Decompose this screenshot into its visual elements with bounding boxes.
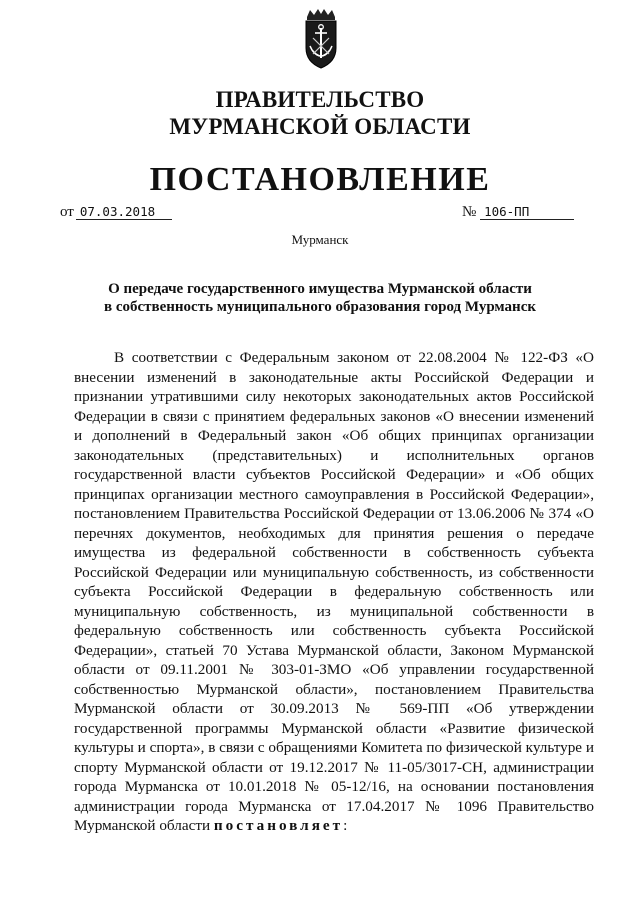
subject-line1: О передаче государственного имущества Мурманской области — [108, 281, 532, 297]
body-text: В соответствии с Федеральным законом от 22.08.2004 № 122-ФЗ «О внесении изменений в законодательные акты Российской Федерации и признании утратившими силу некоторых законодательных актов Российской Федерации в связи с принятием федеральных законов «О внесении изменений и дополнений в Федеральный закон «Об общих принципах организации законодательных (представительных) и исполнительных органов государственной власти субъектов Российской Федерации» и «Об общих принципах организации местного самоуправления в Российской Федерации», постановлением Правительства Российской Федерации от 13.06.2006 № 374 «О перечнях документов, необходимых для принятия решения о передаче имущества из федеральной собственности в собственность субъекта Российской Федерации или муниципальную собственность, из собственности субъекта Российской Федерации в федеральную собственность или муниципальную собственность, из муниципальной собственности в федеральную собственность или собственность субъекта Российской Федерации», статьей 70 Устава Мурманской области, Законом Мурманской области от 09.11.2001 № 303-01-ЗМО «Об управлении государственной собственностью Мурманской области», постановлением Правительства Мурманской области от 30.09.2013 № 569-ПП «Об утверждении государственной программы Мурманской области «Развитие физической культуры и спорта», в связи с обращениями Комитета по физической культуре и спорту Мурманской области от 19.12.2017 № 11-05/3017-СН, администрации города Мурманска от 10.01.2018 № 05-12/16, на основании постановления администрации города Мурманска от 17.04.2017 № 1096 Правительство Мурманской области — [74, 349, 594, 834]
number-value: 106-ПП — [480, 204, 574, 220]
resolves-colon: : — [343, 817, 348, 834]
date-prefix: от — [60, 204, 74, 220]
city-name: Мурманск — [291, 232, 349, 247]
document-type-title: ПОСТАНОВЛЕНИЕ — [149, 161, 491, 198]
government-title-line2: МУРМАНСКОЙ ОБЛАСТИ — [169, 114, 471, 139]
body-paragraph — [74, 348, 594, 836]
coat-of-arms-icon — [299, 8, 343, 70]
number-prefix: № — [462, 204, 477, 220]
resolves-word: постановляет — [213, 817, 344, 834]
date-value: 07.03.2018 — [76, 204, 172, 220]
document-number — [462, 204, 574, 221]
document-body — [74, 348, 594, 836]
subject-line2: в собственность муниципального образования город Мурманск — [103, 299, 536, 315]
document-date — [60, 204, 172, 221]
government-title-line1: ПРАВИТЕЛЬСТВО — [215, 87, 425, 112]
